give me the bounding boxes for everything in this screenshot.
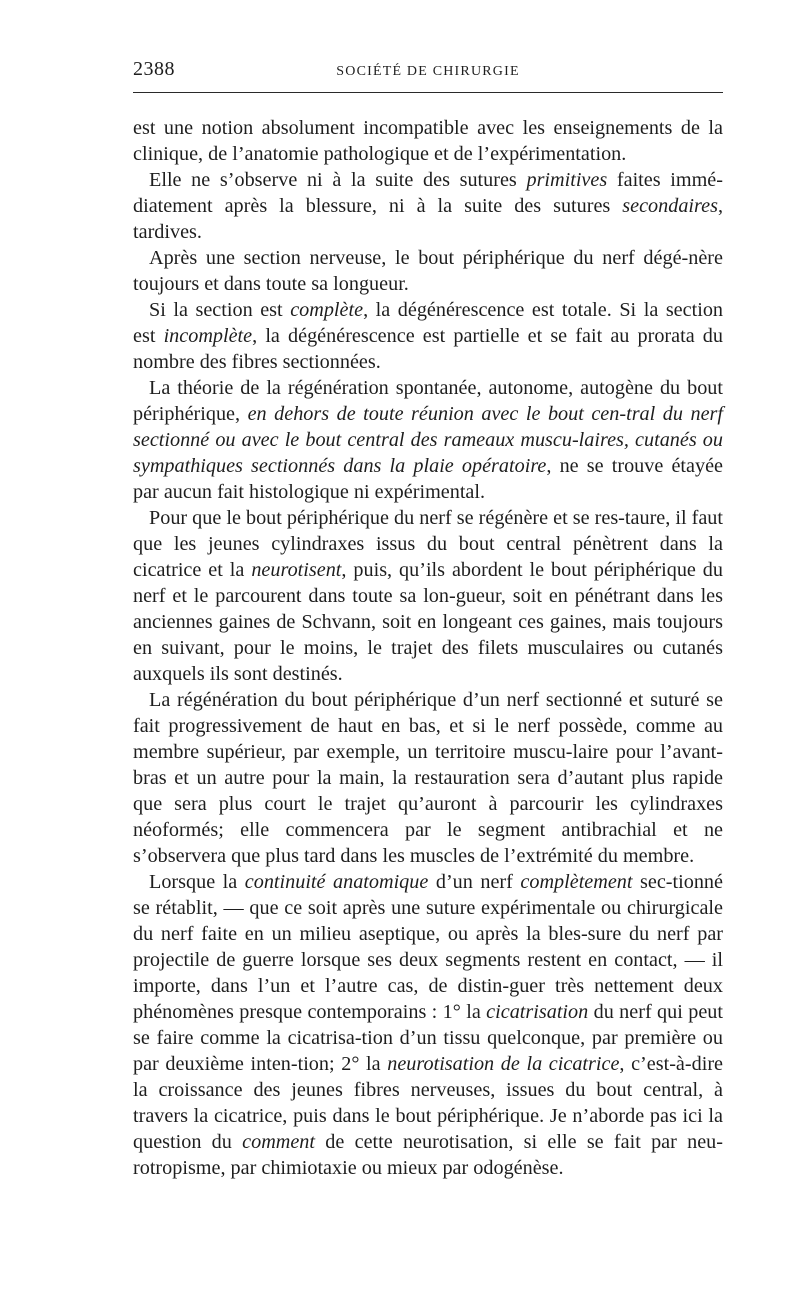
text-segment: de cette neurotisation, si elle se fait par neu-rotropisme, par chimiotaxie ou mieux par odogénèse. [133,1131,723,1179]
paragraph-p1 [133,115,723,167]
text-segment: sec-tionné se rétablit, — que ce soit après une suture expérimentale ou chirurgicale du nerf faite en un milieu aseptique, ou après la bles-sure du nerf par projectile de guerre lorsque ses deux segments restent en contact, — il importe, dans l’un et l’autre cas, de distin-guer très nettement deux phénomènes presque contemporains : 1° la [133,871,723,1023]
body-text [133,115,723,1181]
paragraph-p3 [133,245,723,297]
text-segment: La théorie de la régénération spontanée, autonome, autogène du bout périphérique, [133,377,723,425]
running-title: SOCIÉTÉ DE CHIRURGIE [336,64,520,79]
paragraph-p8 [133,869,723,1181]
text-segment: , la dégénérescence est partielle et se fait au prorata du nombre des fibres sectionnées. [133,325,723,373]
text-segment: Lorsque la [149,871,245,893]
text-segment: faites immé-diatement après la blessure, ni à la suite des sutures [133,169,723,217]
text-segment: est une notion absolument incompatible avec les enseignements de la clinique, de l’anatomie pathologique et de l’expérimentation. [133,117,723,165]
text-segment: Elle ne s’observe ni à la suite des sutures [149,169,527,191]
document-page [133,58,723,1181]
text-segment: La régénération du bout périphérique d’un nerf sectionné et suturé se fait progressivement de haut en bas, et si le nerf possède, comme au membre supérieur, par exemple, un territoire muscu-laire pour l’avant-bras et un autre pour la main, la restauration sera d’autant plus rapide que sera plus court le trajet qu’auront à parcourir les cylindraxes néoformés; elle commencera par le segment antibrachial et ne s’observera que plus tard dans les muscles de l’extrémité du membre. [133,689,723,867]
italic-text: incomplète [163,325,253,347]
text-segment: d’un nerf [428,871,521,893]
text-segment: Après une section nerveuse, le bout périphérique du nerf dégé-nère toujours et dans toute sa longueur. [133,247,723,295]
italic-text: secondaires [622,195,718,217]
paragraph-p2 [133,167,723,245]
text-segment: , puis, qu’ils abordent le bout périphérique du nerf et le parcourent dans toute sa lon-gueur, soit en pénétrant dans les anciennes gaines de Schvann, soit en longeant ces gaines, mais toujours en suivant, pour le moins, le trajet des filets musculaires ou cutanés auxquels ils sont destinés. [133,559,723,685]
paragraph-p5 [133,375,723,505]
text-segment: Pour que le bout périphérique du nerf se régénère et se res-taure, il faut que les jeunes cylindraxes issus du bout central pénètrent dans la cicatrice et la [133,507,723,581]
text-segment: , tardives. [133,195,723,243]
page-header [133,58,723,88]
italic-text: complètement [520,871,633,893]
page-number: 2388 [133,58,175,80]
italic-text: en dehors de toute réunion avec le bout cen-tral du nerf sectionné ou avec le bout central des rameaux muscu-laires, cutanés ou sympathiques sectionnés dans la plaie opératoire [133,403,723,477]
paragraph-p7 [133,687,723,869]
italic-text: comment [242,1131,316,1153]
italic-text: complète [290,299,364,321]
header-rule [133,92,723,93]
text-segment: du nerf qui peut se faire comme la cicatrisa-tion d’un tissu quelconque, par première ou par deuxième inten-tion; 2° la [133,1001,723,1075]
text-segment: , la dégénérescence est totale. Si la section est [133,299,724,347]
italic-text: cicatrisation [486,1001,589,1023]
italic-text: neurotisation de la cicatrice [387,1053,620,1075]
text-segment: , ne se trouve étayée par aucun fait histologique ni expérimental. [133,455,723,503]
paragraph-p4 [133,297,723,375]
text-segment: , c’est-à-dire la croissance des jeunes fibres nerveuses, issues du bout central, à travers la cicatrice, puis dans le bout périphérique. Je n’aborde pas ici la question du [133,1053,723,1153]
paragraph-p6 [133,505,723,687]
italic-text: continuité anatomique [244,871,429,893]
italic-text: neurotisent [251,559,342,581]
text-segment: Si la section est [149,299,291,321]
italic-text: primitives [526,169,608,191]
